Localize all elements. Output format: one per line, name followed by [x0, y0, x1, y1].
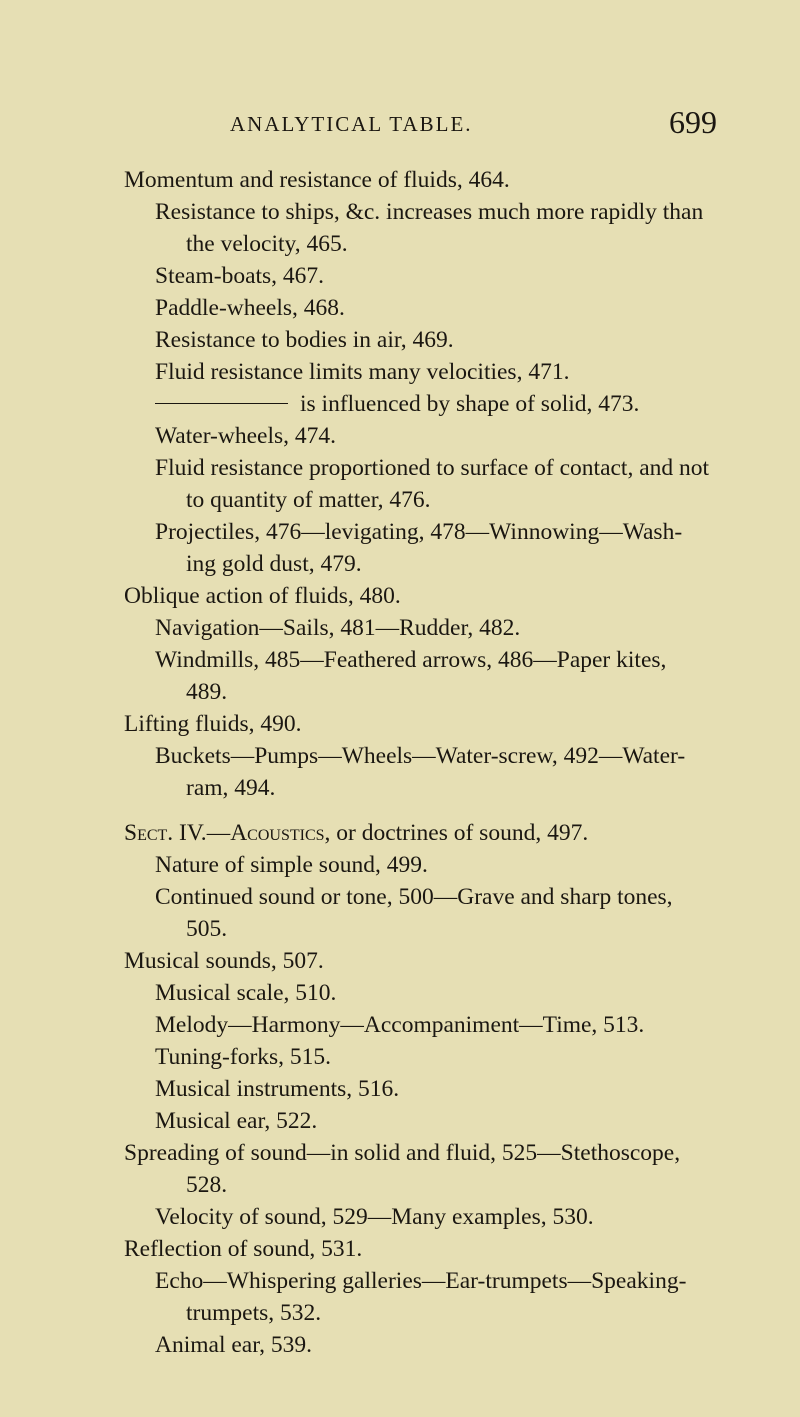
table-entry: Echo—Whispering galleries—Ear-trumpets—Speaking-: [155, 1268, 687, 1294]
table-entry: Animal ear, 539.: [155, 1332, 312, 1358]
table-entry: Melody—Harmony—Accompaniment—Time, 513.: [155, 1012, 645, 1038]
table-entry-ditto: [0, 388, 800, 420]
table-entry: Musical ear, 522.: [155, 1108, 318, 1134]
table-entry: Musical scale, 510.: [155, 980, 337, 1006]
table-entry: Projectiles, 476—levigating, 478—Winnowing—Wash-: [155, 519, 683, 545]
page-number: 699: [669, 104, 717, 140]
table-entry: Lifting fluids, 490.: [124, 711, 302, 737]
table-entry-continuation: to quantity of matter, 476.: [186, 487, 431, 513]
table-entry: Windmills, 485—Feathered arrows, 486—Paper kites,: [155, 647, 667, 673]
table-entry: Buckets—Pumps—Wheels—Water-screw, 492—Water-: [155, 743, 686, 769]
table-entry: Musical instruments, 516.: [155, 1076, 400, 1102]
table-entry-continuation: the velocity, 465.: [186, 231, 348, 257]
ditto-rule: [155, 403, 288, 404]
table-entry: Steam-boats, 467.: [155, 263, 325, 289]
table-entry: Spreading of sound—in solid and fluid, 525—Stethoscope,: [124, 1140, 681, 1166]
table-entry: Navigation—Sails, 481—Rudder, 482.: [155, 615, 521, 641]
running-title: ANALYTICAL TABLE.: [230, 112, 473, 136]
table-entry: Fluid resistance proportioned to surface of contact, and not: [155, 455, 710, 481]
table-entry: Oblique action of fluids, 480.: [124, 583, 401, 609]
table-entry: Momentum and resistance of fluids, 464.: [124, 167, 510, 193]
table-entry-continuation: ram, 494.: [186, 775, 276, 801]
table-entry: Continued sound or tone, 500—Grave and sharp tones,: [155, 884, 673, 910]
table-entry: Velocity of sound, 529—Many examples, 530.: [155, 1204, 594, 1230]
table-entry-continuation: 505.: [186, 916, 228, 942]
table-entry: Paddle-wheels, 468.: [155, 295, 345, 321]
table-entry: Tuning-forks, 515.: [155, 1044, 332, 1070]
analytical-table-entries: [0, 164, 800, 1361]
table-entry: Resistance to bodies in air, 469.: [155, 327, 454, 353]
table-entry-continuation: ing gold dust, 479.: [186, 551, 362, 577]
section-label: Sect. IV.: [124, 820, 207, 846]
table-entry: Reflection of sound, 531.: [124, 1236, 363, 1262]
section-title: —Acoustics,: [206, 820, 331, 846]
table-entry: Fluid resistance limits many velocities, 471.: [155, 359, 570, 385]
table-entry-continuation: trumpets, 532.: [186, 1300, 322, 1326]
table-entry-continuation: 489.: [186, 679, 228, 705]
table-entry: Resistance to ships, &c. increases much more rapidly than: [155, 199, 704, 225]
table-entry: Water-wheels, 474.: [155, 423, 337, 449]
ditto-text: is influenced by shape of solid, 473.: [300, 391, 640, 417]
table-entry: Musical sounds, 507.: [124, 948, 324, 974]
table-entry: Nature of simple sound, 499.: [155, 852, 428, 878]
table-entry-continuation: 528.: [186, 1172, 228, 1198]
section-subtitle: or doctrines of sound, 497.: [336, 820, 589, 846]
section-heading: [0, 817, 800, 849]
